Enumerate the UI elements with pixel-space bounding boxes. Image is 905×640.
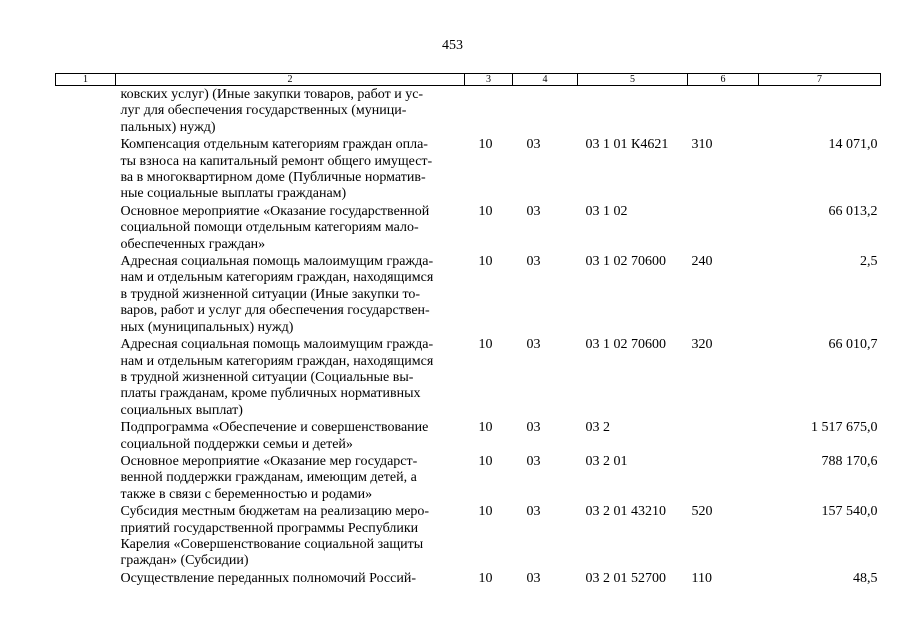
target-article-cell: 03 2 01 <box>585 453 628 469</box>
table-row <box>56 86 881 137</box>
amount-cell: 66 010,7 <box>828 337 878 353</box>
subsection-code-cell: 03 <box>526 504 541 520</box>
amount-cell <box>759 86 881 137</box>
column-header-2: 2 <box>116 74 465 86</box>
section-code-cell: 10 <box>478 504 493 520</box>
subsection-code-cell: 03 <box>526 420 541 436</box>
table-row <box>56 570 881 587</box>
row-number-cell <box>56 136 116 203</box>
expense-type-cell <box>688 86 759 137</box>
expense-type-cell: 110 <box>691 570 712 586</box>
budget-table <box>55 73 881 587</box>
subsection-code-cell: 03 <box>526 570 541 586</box>
column-header-3: 3 <box>465 74 513 86</box>
subsection-code-cell <box>513 86 578 137</box>
section-code-cell: 10 <box>478 203 493 219</box>
table-row <box>56 136 881 203</box>
row-number-cell <box>56 503 116 570</box>
table-row <box>56 203 881 253</box>
row-number-cell <box>56 203 116 253</box>
item-name-cell: Адресная социальная помощь малоимущим гражда- нам и отдельным категориям граждан, находящимся в трудной жизненной ситуации (Социальные вы- платы гражданам, кроме публичных нормативных социальных выплат) <box>120 337 434 418</box>
table-row <box>56 419 881 453</box>
row-number-cell <box>56 253 116 336</box>
target-article-cell: 03 2 01 43210 <box>585 504 666 520</box>
expense-type-cell: 320 <box>691 337 713 353</box>
column-header-4: 4 <box>513 74 578 86</box>
row-number-cell <box>56 453 116 503</box>
amount-cell: 1 517 675,0 <box>811 420 878 436</box>
amount-cell: 157 540,0 <box>821 504 878 520</box>
item-name-cell: Основное мероприятие «Оказание мер государст- венной поддержки гражданам, имеющим детей, а также в связи с беременностью и родами» <box>120 453 418 502</box>
target-article-cell: 03 2 <box>585 420 610 436</box>
amount-cell: 14 071,0 <box>828 137 878 153</box>
expense-type-cell <box>688 453 759 503</box>
amount-cell: 66 013,2 <box>828 203 878 219</box>
expense-type-cell <box>688 419 759 453</box>
expense-type-cell: 310 <box>691 137 713 153</box>
target-article-cell: 03 1 02 70600 <box>585 254 666 270</box>
column-header-7: 7 <box>759 74 881 86</box>
column-header-5: 5 <box>578 74 688 86</box>
column-header-6: 6 <box>688 74 759 86</box>
row-number-cell <box>56 336 116 419</box>
section-code-cell: 10 <box>478 254 493 270</box>
amount-cell: 48,5 <box>853 570 878 586</box>
section-code-cell: 10 <box>478 337 493 353</box>
subsection-code-cell: 03 <box>526 453 541 469</box>
row-number-cell <box>56 86 116 137</box>
table-row <box>56 503 881 570</box>
subsection-code-cell: 03 <box>526 203 541 219</box>
table-body <box>56 86 881 588</box>
row-number-cell <box>56 419 116 453</box>
table-row <box>56 453 881 503</box>
item-name-cell: ковских услуг) (Иные закупки товаров, работ и ус- луг для обеспечения государственных (муници- пальных) нужд) <box>120 87 424 135</box>
column-number-row <box>56 74 881 86</box>
item-name-cell: Компенсация отдельным категориям граждан опла- ты взноса на капитальный ремонт общего имущест- ва в многоквартирном доме (Публичные норматив- ные социальные выплаты гражданам) <box>120 137 433 202</box>
page-number: 453 <box>442 38 463 53</box>
row-number-cell <box>56 570 116 587</box>
target-article-cell: 03 1 02 70600 <box>585 337 666 353</box>
item-name-cell: Осуществление переданных полномочий Россий- <box>120 570 417 586</box>
target-article-cell: 03 2 01 52700 <box>585 570 666 586</box>
section-code-cell: 10 <box>478 420 493 436</box>
expense-type-cell: 240 <box>691 254 713 270</box>
table-header <box>56 74 881 86</box>
column-header-1: 1 <box>56 74 116 86</box>
item-name-cell: Подпрограмма «Обеспечение и совершенствование социальной поддержки семьи и детей» <box>120 420 429 452</box>
item-name-cell: Адресная социальная помощь малоимущим гражда- нам и отдельным категориям граждан, находящимся в трудной жизненной ситуации (Иные закупки то- варов, работ и услуг для обеспечения государствен- ных (муниципальных) нужд) <box>120 254 434 335</box>
target-article-cell: 03 1 02 <box>585 203 628 219</box>
expense-type-cell <box>688 203 759 253</box>
item-name-cell: Основное мероприятие «Оказание государственной социальной помощи отдельным категориям мало- обеспеченных граждан» <box>120 203 430 252</box>
expense-type-cell: 520 <box>691 504 713 520</box>
item-name-cell: Субсидия местным бюджетам на реализацию меро- приятий государственной программы Республики Карелия «Совершенствование социальной защиты граждан» (Субсидии) <box>120 504 430 569</box>
subsection-code-cell: 03 <box>526 254 541 270</box>
amount-cell: 2,5 <box>860 254 878 270</box>
target-article-cell <box>578 86 688 137</box>
subsection-code-cell: 03 <box>526 137 541 153</box>
subsection-code-cell: 03 <box>526 337 541 353</box>
table-row <box>56 253 881 336</box>
section-code-cell: 10 <box>478 453 493 469</box>
section-code-cell <box>465 86 513 137</box>
target-article-cell: 03 1 01 К4621 <box>585 137 669 153</box>
table-row <box>56 336 881 419</box>
section-code-cell: 10 <box>478 570 493 586</box>
amount-cell: 788 170,6 <box>821 453 878 469</box>
section-code-cell: 10 <box>478 137 493 153</box>
